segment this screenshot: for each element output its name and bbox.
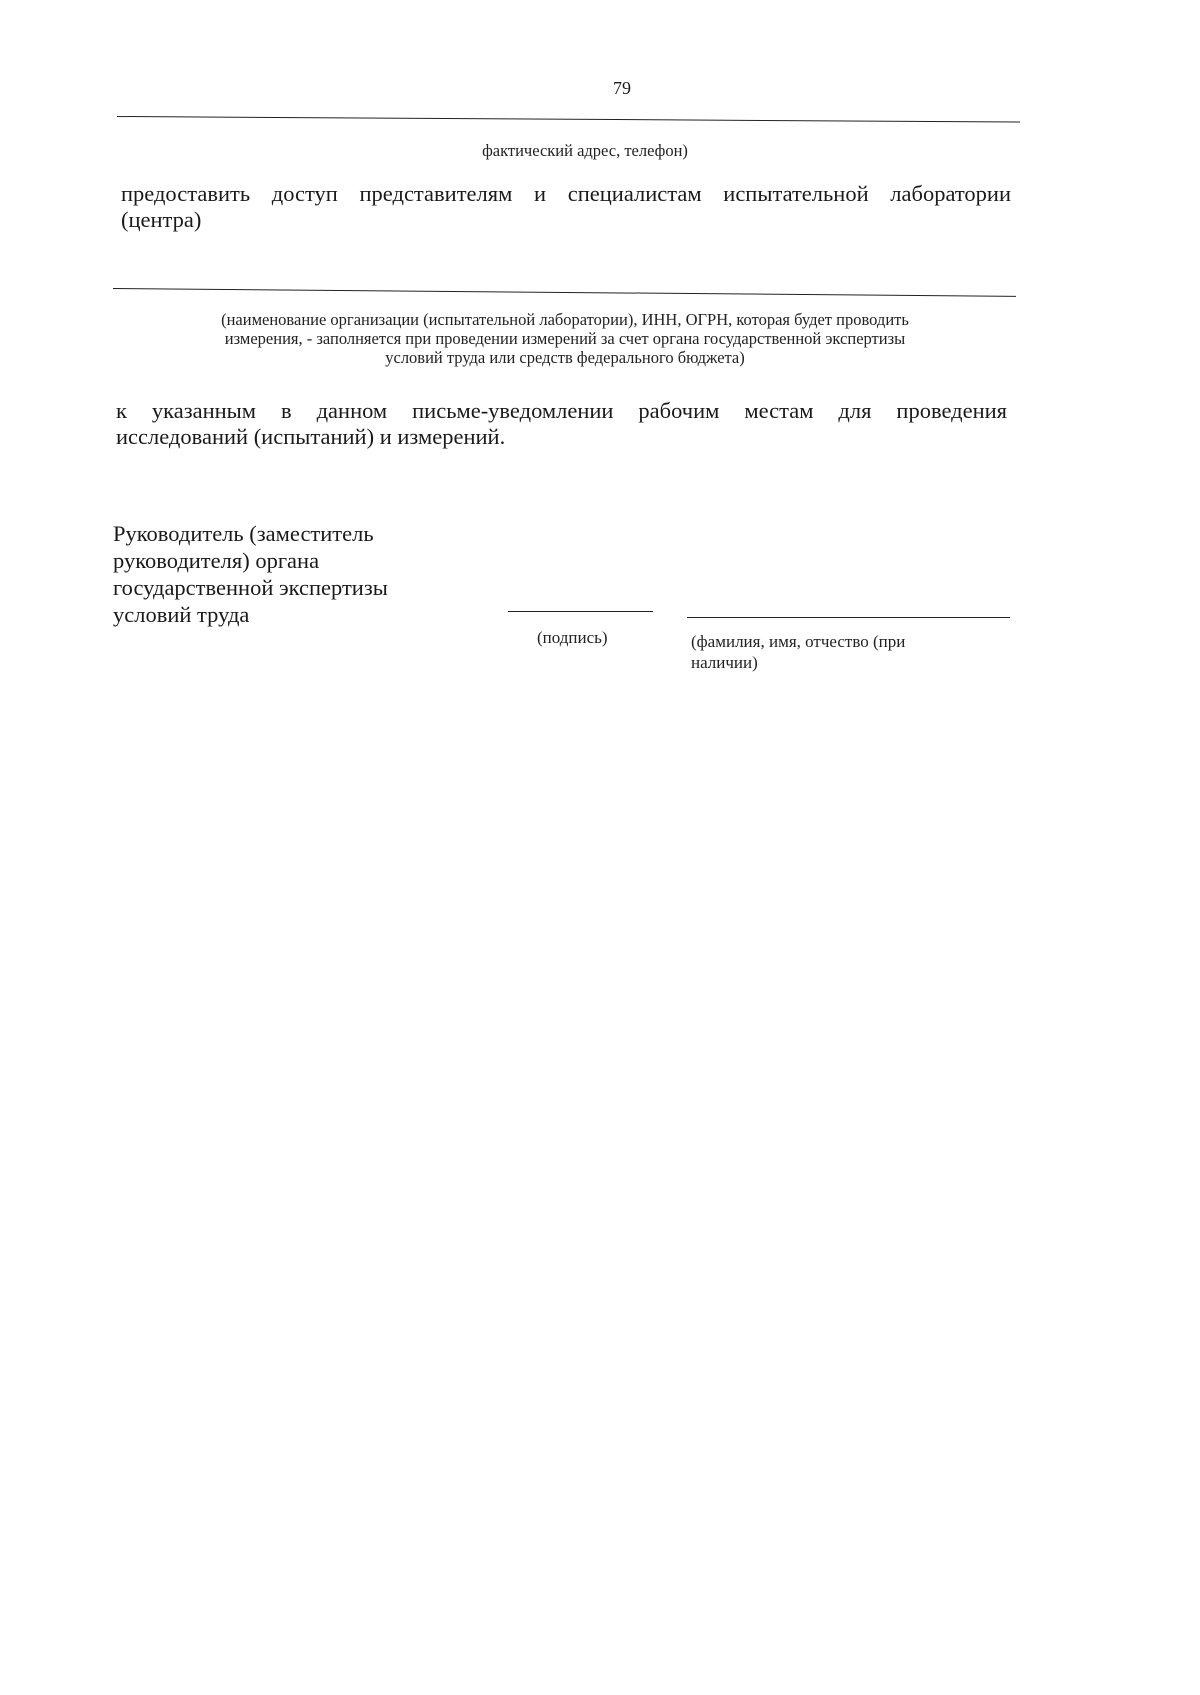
signer-title-line-4: условий труда bbox=[113, 602, 250, 627]
full-name-caption-line-2: наличии) bbox=[691, 653, 758, 672]
access-paragraph bbox=[121, 181, 1011, 233]
organization-line bbox=[113, 288, 1016, 297]
signature-line bbox=[508, 611, 653, 612]
signer-title bbox=[113, 520, 443, 628]
signer-title-line-2: руководителя) органа bbox=[113, 548, 320, 573]
organization-caption bbox=[125, 310, 1005, 367]
full-name-caption bbox=[691, 631, 905, 673]
organization-caption-line-1: (наименование организации (испытательной лаборатории), ИНН, ОГРН, которая будет проводить bbox=[221, 310, 909, 329]
organization-caption-line-2: измерения, - заполняется при проведении измерений за счет органа государственной экспертизы bbox=[224, 329, 906, 348]
signer-title-line-3: государственной экспертизы bbox=[113, 575, 388, 600]
address-caption: фактический адрес, телефон) bbox=[482, 141, 688, 160]
workplaces-paragraph-line-2: исследований (испытаний) и измерений. bbox=[116, 424, 506, 449]
full-name-caption-line-1: (фамилия, имя, отчество (при bbox=[691, 632, 906, 651]
access-paragraph-line-1: предоставить доступ представителям и специалистам испытательной лаборатории bbox=[121, 181, 1011, 206]
access-paragraph-line-2: (центра) bbox=[121, 207, 202, 232]
page-number: 79 bbox=[613, 78, 631, 98]
organization-caption-line-3: условий труда или средств федерального бюджета) bbox=[385, 348, 745, 367]
signature-caption: (подпись) bbox=[537, 628, 608, 647]
workplaces-paragraph-line-1: к указанным в данном письме-уведомлении рабочим местам для проведения bbox=[116, 398, 1007, 423]
full-name-line bbox=[687, 617, 1010, 618]
workplaces-paragraph bbox=[116, 398, 1007, 450]
signer-title-line-1: Руководитель (заместитель bbox=[113, 521, 374, 546]
address-line bbox=[117, 116, 1020, 123]
